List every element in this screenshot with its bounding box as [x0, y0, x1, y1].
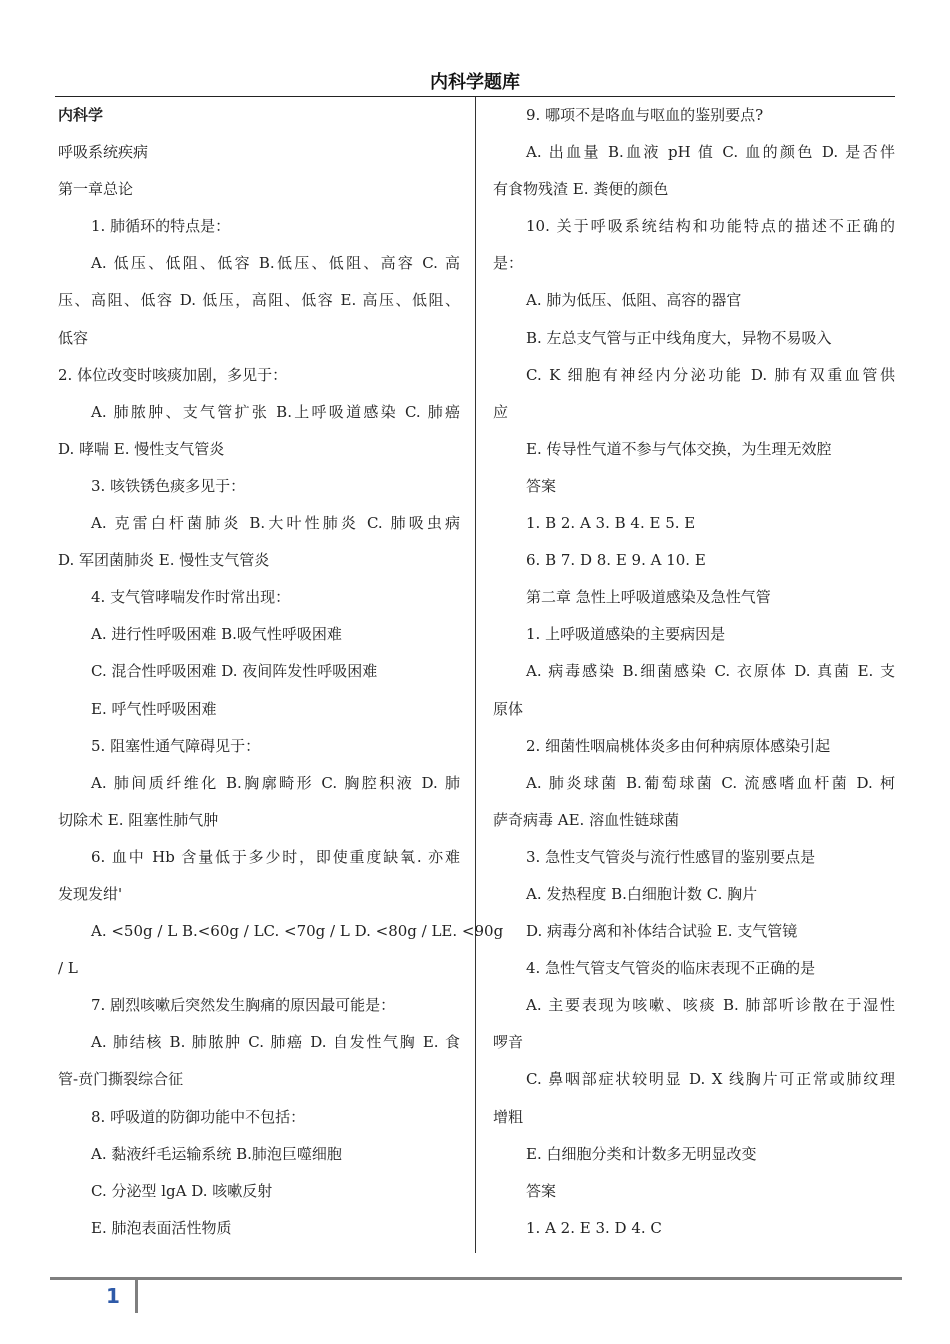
text-line: 1. 上呼吸道感染的主要病因是: [526, 625, 726, 644]
text-line: 4. 急性气管支气管炎的临床表现不正确的是: [526, 959, 816, 978]
footer-divider-tick: [135, 1279, 138, 1313]
text-line: C. 混合性呼吸困难 D. 夜间阵发性呼吸困难: [91, 662, 378, 681]
text-line: A. 病毒感染 B.细菌感染 C. 衣原体 D. 真菌 E. 支: [526, 662, 895, 681]
text-line: 发现发绀': [58, 884, 123, 903]
text-line: 第一章总论: [58, 180, 134, 199]
text-line: 压、高阻、低容 D. 低压，高阻、低容 E. 高压、低阻、: [58, 291, 460, 310]
footer-rule: [50, 1277, 902, 1280]
text-line: 5. 阻塞性通气障碍见于：: [91, 736, 261, 755]
text-line: A. 黏液纤毛运输系统 B.肺泡巨噬细胞: [91, 1144, 342, 1163]
text-line: 啰音: [493, 1033, 524, 1052]
text-line: 呼吸系统疾病: [58, 143, 149, 162]
text-line: A. 肺炎球菌 B.葡萄球菌 C. 流感嗜血杆菌 D. 柯: [526, 773, 895, 792]
text-line: E. 呼气性呼吸困难: [91, 699, 217, 718]
text-line: E. 白细胞分类和计数多无明显改变: [526, 1144, 757, 1163]
document-title: 内科学题库: [430, 72, 520, 93]
text-line: 有食物残渣 E. 粪便的颜色: [493, 180, 669, 199]
text-line: D. 哮喘 E. 慢性支气管炎: [58, 439, 225, 458]
text-line: D. 病毒分离和补体结合试验 E. 支气管镜: [526, 922, 798, 941]
right-column: [493, 97, 895, 1247]
text-line: 7. 剧烈咳嗽后突然发生胸痛的原因最可能是：: [91, 996, 396, 1015]
text-line: 6. 血中 Hb 含量低于多少时，即使重度缺氧. 亦难: [91, 847, 460, 866]
text-line: A. 肺脓肿、支气管扩张 B.上呼吸道感染 C. 肺癌: [91, 402, 460, 421]
text-line: 3. 急性支气管炎与流行性感冒的鉴别要点是: [526, 847, 816, 866]
text-line: 答案: [526, 1181, 557, 1200]
text-line: 管-贲门撕裂综合征: [58, 1070, 184, 1089]
text-line: A. 肺为低压、低阻、高容的器官: [526, 291, 742, 310]
text-line: C. K 细胞有神经内分泌功能 D. 肺有双重血管供: [526, 365, 895, 384]
text-line: C. 鼻咽部症状较明显 D. X 线胸片可正常或肺纹理: [526, 1070, 895, 1089]
text-line: A. 肺间质纤维化 B.胸廓畸形 C. 胸腔积液 D. 肺: [91, 773, 460, 792]
text-line: 切除术 E. 阻塞性肺气肿: [58, 810, 219, 829]
text-line: 2. 体位改变时咳痰加剧，多见于：: [58, 365, 288, 384]
page-number: 1: [106, 1284, 120, 1308]
text-line: E. 肺泡表面活性物质: [91, 1218, 232, 1237]
text-line: C. 分泌型 lgA D. 咳嗽反射: [91, 1181, 273, 1200]
text-line: 9. 哪项不是咯血与呕血的鉴别要点?: [526, 106, 764, 124]
text-line: E. 传导性气道不参与气体交换，为生理无效腔: [526, 439, 832, 458]
text-line: 2. 细菌性咽扁桃体炎多由何种病原体感染引起: [526, 736, 831, 755]
text-line: 3. 咳铁锈色痰多见于：: [91, 476, 246, 495]
text-line: A. 肺结核 B. 肺脓肿 C. 肺癌 D. 自发性气胸 E. 食: [91, 1033, 460, 1052]
text-line: 第二章 急性上呼吸道感染及急性气管: [526, 588, 771, 607]
text-line: 低容: [58, 328, 89, 347]
text-line: 10. 关于呼吸系统结构和功能特点的描述不正确的: [526, 217, 895, 236]
text-line: D. 军团菌肺炎 E. 慢性支气管炎: [58, 551, 270, 570]
text-line: A. 出血量 B.血液 pH 值 C. 血的颜色 D. 是否伴: [526, 143, 895, 162]
text-line: A. 克雷白杆菌肺炎 B.大叶性肺炎 C. 肺吸虫病: [91, 514, 460, 533]
text-line: 1. 肺循环的特点是：: [91, 217, 231, 236]
text-line: 1. B 2. A 3. B 4. E 5. E: [526, 514, 696, 533]
text-line: A. 发热程度 B.白细胞计数 C. 胸片: [526, 884, 758, 903]
text-line: A. 进行性呼吸困难 B.吸气性呼吸困难: [91, 625, 342, 644]
text-line: 1. A 2. E 3. D 4. C: [526, 1218, 662, 1237]
text-line: A. 主要表现为咳嗽、咳痰 B. 肺部听诊散在于湿性: [526, 996, 895, 1015]
text-line: 答案: [526, 476, 557, 495]
text-line: 原体: [493, 699, 524, 718]
text-line: 8. 呼吸道的防御功能中不包括：: [91, 1107, 306, 1126]
text-line: 是：: [493, 254, 524, 273]
text-line: A. 低压、低阻、低容 B.低压、低阻、高容 C. 高: [91, 254, 460, 273]
text-line: 4. 支气管哮喘发作时常出现：: [91, 588, 291, 607]
text-line: 6. B 7. D 8. E 9. A 10. E: [526, 551, 706, 570]
text-line: 萨奇病毒 AE. 溶血性链球菌: [493, 810, 680, 829]
left-column: [58, 97, 504, 1247]
text-line: A. <50g / L B.<60g / LC. <70g / L D. <80g / LE. <90g: [91, 922, 504, 941]
text-line: 增粗: [493, 1107, 524, 1126]
text-line: B. 左总支气管与正中线角度大，异物不易吸入: [526, 328, 832, 347]
column-divider: [475, 97, 476, 1253]
text-line: 内科学: [58, 106, 104, 124]
text-line: 应: [493, 402, 509, 421]
text-line: / L: [58, 959, 78, 978]
